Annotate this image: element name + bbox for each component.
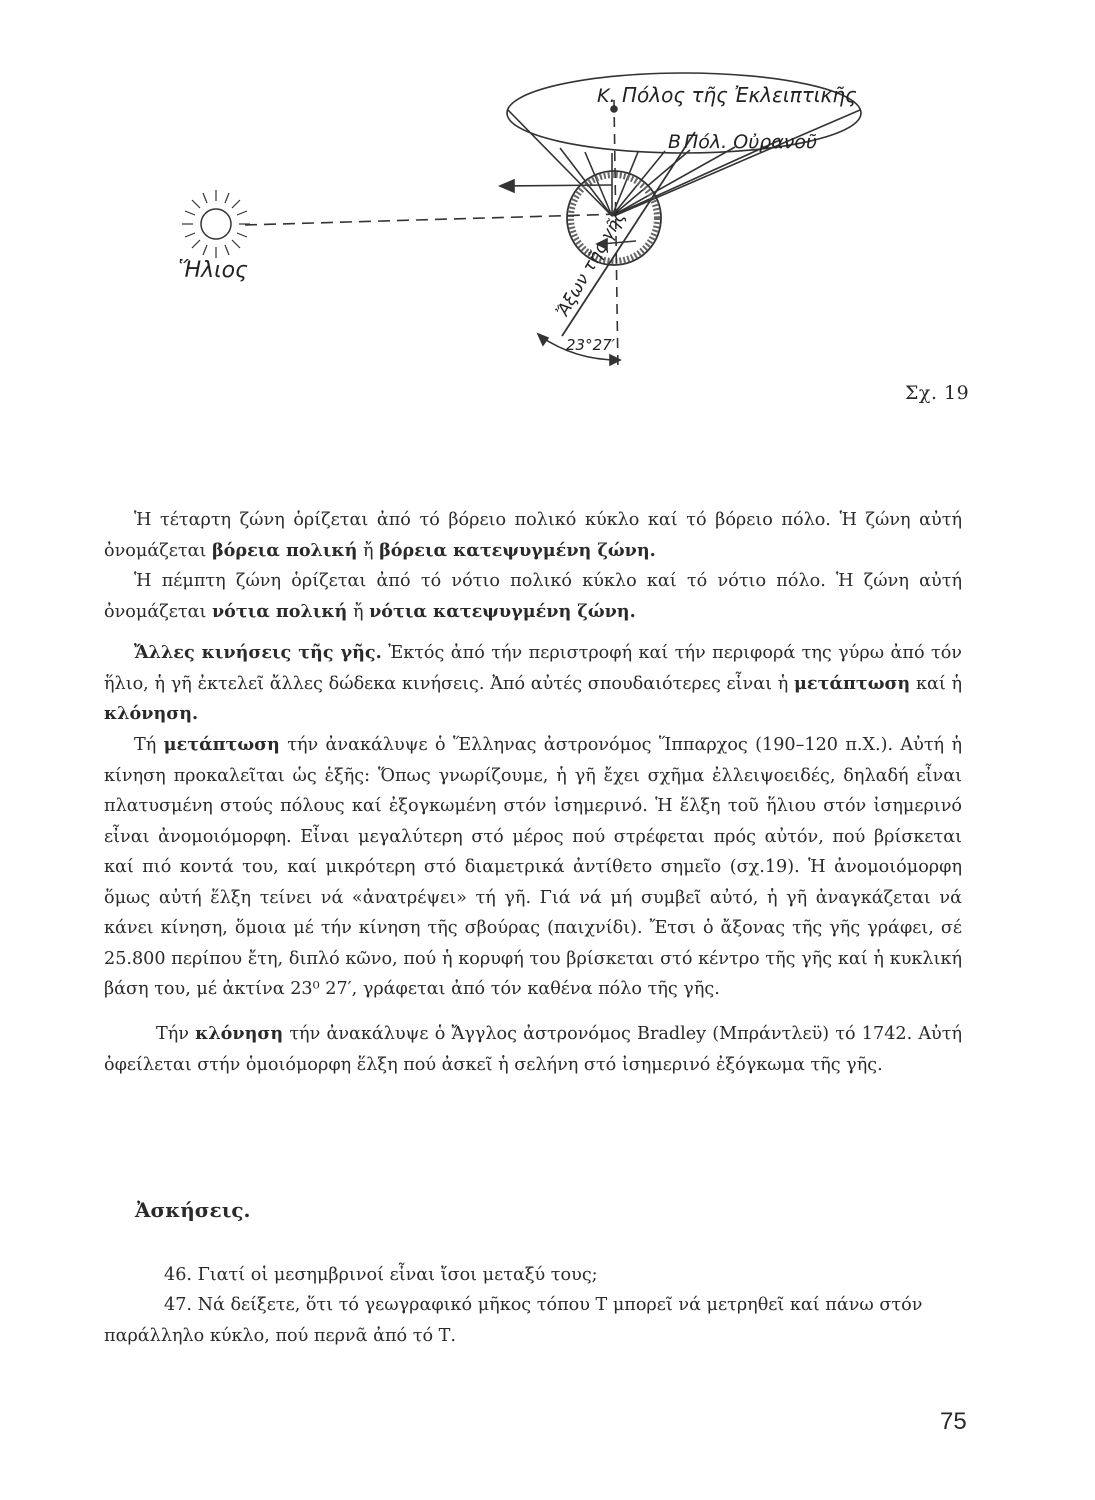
bold-term: κλόνηση <box>195 1023 284 1044</box>
bold-term: βόρεια κατεψυγμένη ζώνη. <box>379 539 656 561</box>
bold-term: Ἄλλες κινήσεις τῆς γῆς. <box>134 642 382 663</box>
exercise-item: 46. Γιατί οἱ μεσημβρινοί εἶναι ἴσοι μεταξύ τους; <box>164 1265 598 1285</box>
text-run: Τήν <box>156 1024 196 1044</box>
figure-caption: Σχ. 19 <box>905 382 970 404</box>
text-run: τήν ἀνακάλυψε ὁ Ἄγγλος ἀστρονόμος Bradley (Μπράντλεϋ) τό 1742. Αὐτή ὀφείλεται στήν ὁμοιόμορφη ἕλξη πού ἀσκεῖ ἡ σελήνη στό ἰσημερινό ἐξόγκωμα τῆς γῆς. <box>104 1024 962 1075</box>
bold-term: βόρεια πολική <box>211 539 358 561</box>
earth-axis-label: Ἄξων τῆς γῆς <box>553 207 630 321</box>
sun-icon <box>182 190 250 258</box>
text-run: καί ἡ <box>910 673 962 694</box>
page-number: 75 <box>940 1408 967 1435</box>
paragraph <box>104 505 962 566</box>
ecliptic-pole-label: Πόλος τῆς Ἐκλειπτικῆς <box>622 83 857 107</box>
paragraph <box>104 566 962 627</box>
earth-axis-line <box>562 132 695 336</box>
bold-term: μετάπτωση <box>794 672 911 694</box>
bold-term: μετάπτωση <box>163 734 280 755</box>
bold-term: νότια κατεψυγμένη ζώνη. <box>369 600 636 622</box>
ecliptic-pole-k-label: K. <box>597 85 616 107</box>
exercises-heading: Ἀσκήσεις. <box>135 1198 251 1222</box>
text-run: Ἐκτός ἀπό τήν περιστροφή καί τήν περιφορά της γύρω ἀπό τόν ἥλιο, ἡ γῆ ἐκτελεῖ ἄλλες δώδεκα κινήσεις. Ἀπό αὐτές σπουδαιότερες εἶναι ἡ <box>104 643 962 694</box>
bold-term: κλόνηση. <box>104 703 199 724</box>
text-run: ἤ <box>357 540 380 561</box>
text-run: Ἡ τέταρτη ζώνη ὁρίζεται ἀπό τό βόρειο πολικό κύκλο καί τό βόρειο πόλο. Ἡ ζώνη αὐτή ὀνομάζεται <box>104 510 962 561</box>
angle-label: 23°27′ <box>566 336 616 354</box>
paragraph <box>104 638 962 730</box>
celestial-pole-b-label: B <box>668 131 682 153</box>
sun-earth-dashed-line <box>245 214 622 225</box>
celestial-pole-label: Πόλ. Οὐρανοῦ <box>684 131 817 153</box>
bold-term: νότια πολική <box>211 600 348 622</box>
text-run: Τή <box>134 735 164 755</box>
precession-diagram <box>0 0 1095 380</box>
text-run: ἤ <box>347 601 370 622</box>
text-run: Ἡ πέμπτη ζώνη ὁρίζεται ἀπό τό νότιο πολικό κύκλο καί τό νότιο πόλο. Ἡ ζώνη αὐτή ὀνομάζεται <box>104 571 962 622</box>
exercise-item: 47. Νά δείξετε, ὅτι τό γεωγραφικό μῆκος τόπου Τ μπορεῖ νά μετρηθεῖ καί πάνω στόν παράλληλο κύκλο, πού περνᾶ ἀπό τό Τ. <box>104 1295 923 1346</box>
text-run: τήν ἀνακάλυψε ὁ Ἕλληνας ἀστρονόμος Ἵππαρχος (190–120 π.Χ.). Αὐτή ἡ κίνηση προκαλεῖται ὡς ἑξῆς: Ὅπως γνωρίζουμε, ἡ γῆ ἔχει σχῆμα ἐλλειψοειδές, δηλαδή εἶναι πλατυσμένη στούς πόλους καί ἐξογκωμένη στόν ἰσημερινό. Ἡ ἕλξη τοῦ ἥλιου στόν ἰσημερινό εἶναι ἀνομοιόμορφη. Εἶναι μεγαλύτερη στό μέρος πού στρέφεται πρός αὐτόν, πού βρίσκεται καί πιό κοντά του, καί μικρότερη στό διαμετρικά ἀντίθετο σημεῖο (σχ.19). Ἡ ἀνομοιόμορφη ὅμως αὐτή ἕλξη τείνει νά «ἀνατρέψει» τή γῆ. Γιά νά μή συμβεῖ αὐτό, ἡ γῆ ἀναγκάζεται νά κάνει κίνηση, ὅμοια μέ τήν κίνηση τῆς σβούρας (παιχνίδι). Ἔτσι ὁ ἄξονας τῆς γῆς γράφει, σέ 25.800 περίπου ἔτη, διπλό κῶνο, πού ἡ κορυφή του βρίσκεται στό κέντρο τῆς γῆς καί ἡ κυκλική βάση του, μέ ἀκτίνα 23⁰ 27′, γράφεται ἀπό τόν καθένα πόλο τῆς γῆς. <box>104 735 963 999</box>
paragraph <box>104 1019 962 1080</box>
sun-label: Ἥλιος <box>178 258 248 283</box>
paragraph <box>104 730 962 1005</box>
